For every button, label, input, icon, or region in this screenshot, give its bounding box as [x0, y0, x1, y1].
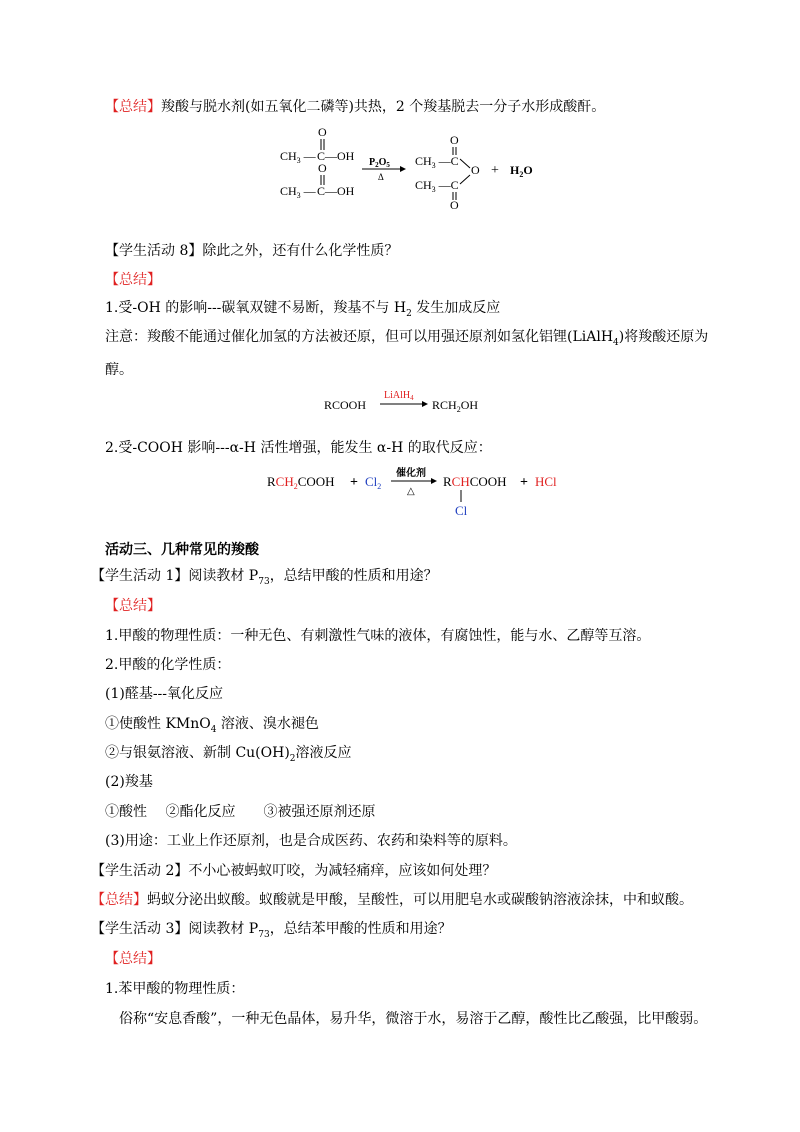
heat-triangle: △	[407, 486, 415, 497]
point-2-cooh-effect: 2.受-COOH 影响---α-H 活性增强，能发生 α-H 的取代反应：	[105, 440, 492, 456]
note-reduction: 注意：羧酸不能通过催化加氢的方法被还原，但可以用强还原剂如氢化铝锂(LiAlH$_4$)将羧酸还原为	[105, 329, 709, 348]
summary-tag-4: 【总结】	[105, 951, 161, 967]
silver-ammonia-reaction: ②与银氨溶液、新制 $Cu(OH)_2$溶液反应	[105, 745, 352, 764]
point-1-oh-effect: 1.受-OH 的影响---碳氧双键不易断，羧基不与 $H_2$ 发生加成反应	[105, 300, 501, 319]
catalyst: 催化剂	[396, 468, 426, 479]
activity-1: 【学生活动 1】阅读教材 $P_{73}$，总结甲酸的性质和用途？	[91, 568, 438, 587]
rch2oh: $RCH_2OH$	[432, 398, 479, 414]
heat-condition: Δ	[378, 172, 384, 182]
formic-physical: 1.甲酸的物理性质：一种无色、有刺激性气味的液体，有腐蚀性，能与水、乙醇等互溶。	[105, 628, 651, 644]
carbonyl-o-top: O	[318, 128, 327, 139]
chlorine: $Cl_2$	[365, 474, 382, 491]
water-formula: $H_2O$	[510, 163, 533, 179]
carboxyl-properties: ①酸性 ②酯化反应 ③被强还原剂还原	[105, 804, 376, 820]
bridge-oxygen: O	[471, 163, 480, 177]
reduction-reaction	[322, 388, 502, 416]
summary-text: 羧酸与脱水剂(如五氧化二磷等)共热，2 个羧基脱去一分子水形成酸酐。	[161, 99, 606, 115]
carboxyl-top: C—OH	[317, 149, 355, 163]
product-acid: RCHCOOH	[443, 474, 507, 489]
plus-1: +	[350, 475, 358, 490]
substituted-cl: Cl	[455, 503, 468, 518]
benzoic-physical: 1.苯甲酸的物理性质：	[105, 981, 245, 997]
activity-3: 【学生活动 3】阅读教材 $P_{73}$，总结苯甲酸的性质和用途？	[91, 921, 452, 940]
benzoic-description: 俗称“安息香酸”，一种无色晶体，易升华，微溶于水，易溶于乙醇，酸性比乙酸强，比甲酸弱。	[119, 1011, 708, 1027]
section-heading-activity-3: 活动三、几种常见的羧酸	[105, 542, 259, 558]
formic-chemical: 2.甲酸的化学性质：	[105, 657, 231, 673]
reagent-p2o5: $P_2O_5$	[369, 157, 390, 169]
carbonyl-o-bottom: O	[318, 161, 327, 175]
note-reduction-end: 醇。	[105, 362, 133, 378]
summary-tag-2: 【总结】	[105, 272, 161, 288]
hcl: HCl	[535, 474, 557, 489]
methyl-top: $CH_3$ —	[280, 149, 316, 165]
anhydride-o-top: O	[450, 133, 459, 147]
methyl-bottom: $CH_3$ —	[280, 184, 316, 200]
plus-2: +	[520, 475, 528, 490]
summary-tag: 【总结】	[105, 99, 161, 115]
plus-sign: +	[491, 163, 499, 178]
kmno4-reaction: ①使酸性 KMnO$_4$ 溶液、溴水褪色	[105, 716, 319, 735]
anhydride-o-bottom: O	[450, 198, 459, 210]
summary-tag-3: 【总结】	[105, 598, 161, 614]
aldehyde-group: (1)醛基---氧化反应	[105, 686, 224, 702]
alpha-substitution-reaction	[265, 466, 575, 518]
ant-bite-summary: 【总结】蚂蚁分泌出蚁酸。蚁酸就是甲酸，呈酸性，可以用肥皂水或碳酸钠溶液涂抹，中和蚁酸。	[91, 892, 693, 908]
carboxyl-bottom: C—OH	[317, 184, 355, 198]
activity-8: 【学生活动 8】除此之外，还有什么化学性质？	[105, 243, 399, 259]
anhydride-ch3-bottom: $CH_3$ —C	[415, 178, 459, 194]
carboxyl-group: (2)羧基	[105, 774, 153, 790]
activity-2: 【学生活动 2】不小心被蚂蚁叮咬，为减轻痛痒，应该如何处理？	[91, 863, 497, 879]
rcooh: RCOOH	[324, 398, 367, 412]
reagent-lialh4: LiAlH$_4$	[384, 390, 414, 402]
reactant-acid: $RCH_2COOH$	[267, 474, 335, 491]
anhydride-reaction	[270, 128, 560, 210]
summary-anhydride	[105, 97, 605, 117]
formic-uses: (3)用途：工业上作还原剂，也是合成医药、农药和染料等的原料。	[105, 833, 517, 849]
anhydride-ch3-top: $CH_3$ —C	[415, 154, 459, 170]
